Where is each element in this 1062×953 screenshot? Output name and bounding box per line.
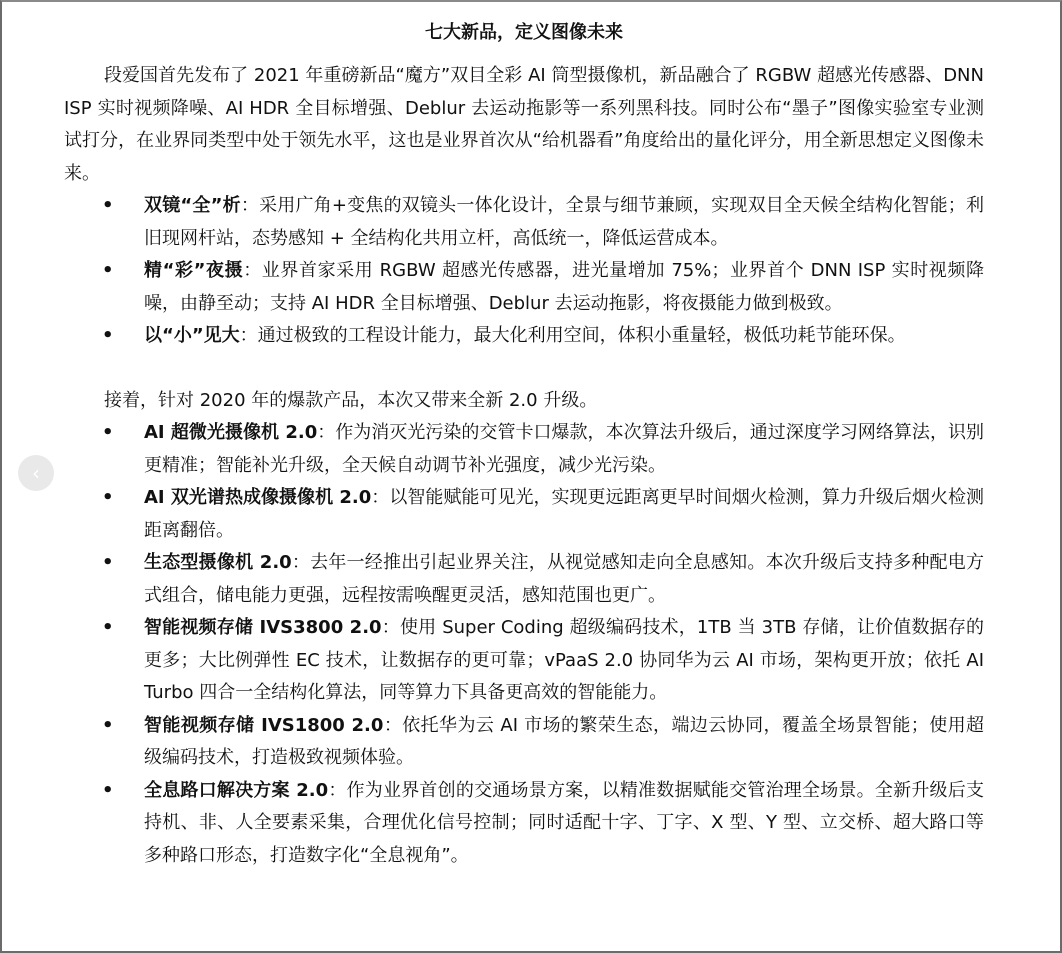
list-item (64, 547, 984, 612)
bullet: • (102, 195, 114, 216)
upgrade-intro-paragraph: 接着，针对 2020 年的爆款产品，本次又带来全新 2.0 升级。 (104, 389, 598, 411)
upgrade-title: AI 双光谱热成像摄像机 2.0 (144, 487, 372, 508)
bullet: • (102, 779, 114, 801)
document-title: 七大新品，定义图像未来 (425, 22, 623, 43)
upgrade-title: 全息路口解决方案 2.0 (144, 779, 329, 801)
upgrade-text: ：使用 Super Coding 超级编码技术，1TB 当 3TB 存储，让价值数据存的更多；大比例弹性 EC 技术，让数据存的更可靠；vPaaS 2.0 协同华为云 AI 市场，架构更开放；依托 AI Turbo 四合一全结构化算法，同等算力下具备更高效的智能能力。 (144, 617, 985, 703)
upgrade-text: ：以智能赋能可见光，实现更远距离更早时间烟火检测，算力升级后烟火检测距离翻倍。 (144, 487, 984, 541)
list-item (64, 417, 984, 482)
feature-title: 双镜“全”析 (144, 195, 241, 216)
upgrade-title: 智能视频存储 IVS3800 2.0 (144, 617, 382, 638)
intro-paragraph: 段爱国首先发布了 2021 年重磅新品“魔方”双目全彩 AI 筒型摄像机，新品融合了 RGBW 超感光传感器、DNN ISP 实时视频降噪、AI HDR 全目标增强、Deblur 去运动拖影等一系列黑科技。同时公布“墨子”图像实验室专业测试打分，在业界同类型中处于领先水平，这也是业界首次从“给机器看”角度给出的量化评分，用全新思想定义图像未来。 (64, 65, 984, 184)
spacer (64, 353, 984, 385)
list-item (64, 190, 984, 255)
feature-text: ：通过极致的工程设计能力，最大化利用空间，体积小重量轻，极低功耗节能环保。 (239, 325, 906, 346)
bullet: • (102, 422, 114, 443)
bullet: • (102, 714, 114, 736)
upgrade-list (64, 417, 984, 872)
bullet: • (102, 325, 114, 346)
feature-list (64, 190, 984, 353)
list-item (64, 320, 984, 353)
upgrade-title: 生态型摄像机 2.0 (144, 552, 292, 573)
bullet: • (102, 260, 114, 281)
list-item (64, 710, 984, 775)
bullet: • (102, 552, 114, 573)
upgrade-title: 智能视频存储 IVS1800 2.0 (144, 714, 384, 736)
previous-page-button[interactable] (18, 455, 54, 491)
feature-title: 以“小”见大 (144, 325, 240, 346)
feature-text: ：业界首家采用 RGBW 超感光传感器，进光量增加 75%；业界首个 DNN ISP 实时视频降噪，由静至动；支持 AI HDR 全目标增强、Deblur 去运动拖影，将夜摄能力做到极致。 (144, 260, 984, 314)
upgrade-text: ：作为消灭光污染的交管卡口爆款，本次算法升级后，通过深度学习网络算法，识别更精准；智能补光升级，全天候自动调节补光强度，减少光污染。 (144, 422, 984, 476)
bullet: • (102, 617, 114, 638)
bullet: • (102, 487, 114, 508)
upgrade-text: ：去年一经推出引起业界关注，从视觉感知走向全息感知。本次升级后支持多种配电方式组合，储电能力更强，远程按需唤醒更灵活，感知范围也更广。 (144, 552, 984, 606)
document-body (64, 18, 984, 872)
upgrade-text: ：作为业界首创的交通场景方案，以精准数据赋能交管治理全场景。全新升级后支持机、非、人全要素采集，合理优化信号控制；同时适配十字、丁字、X 型、Y 型、立交桥、超大路口等多种路口形态，打造数字化“全息视角”。 (144, 779, 984, 866)
chevron-left-icon: ‹ (32, 461, 40, 485)
upgrade-title: AI 超微光摄像机 2.0 (144, 422, 318, 443)
upgrade-text: ：依托华为云 AI 市场的繁荣生态，端边云协同，覆盖全场景智能；使用超级编码技术，打造极致视频体验。 (144, 714, 985, 768)
list-item (64, 775, 984, 873)
feature-title: 精“彩”夜摄 (144, 260, 244, 281)
feature-text: ：采用广角+变焦的双镜头一体化设计，全景与细节兼顾，实现双目全天候全结构化智能；利旧现网杆站，态势感知 + 全结构化共用立杆，高低统一，降低运营成本。 (144, 195, 984, 249)
list-item (64, 482, 984, 547)
list-item (64, 255, 984, 320)
list-item (64, 612, 984, 710)
